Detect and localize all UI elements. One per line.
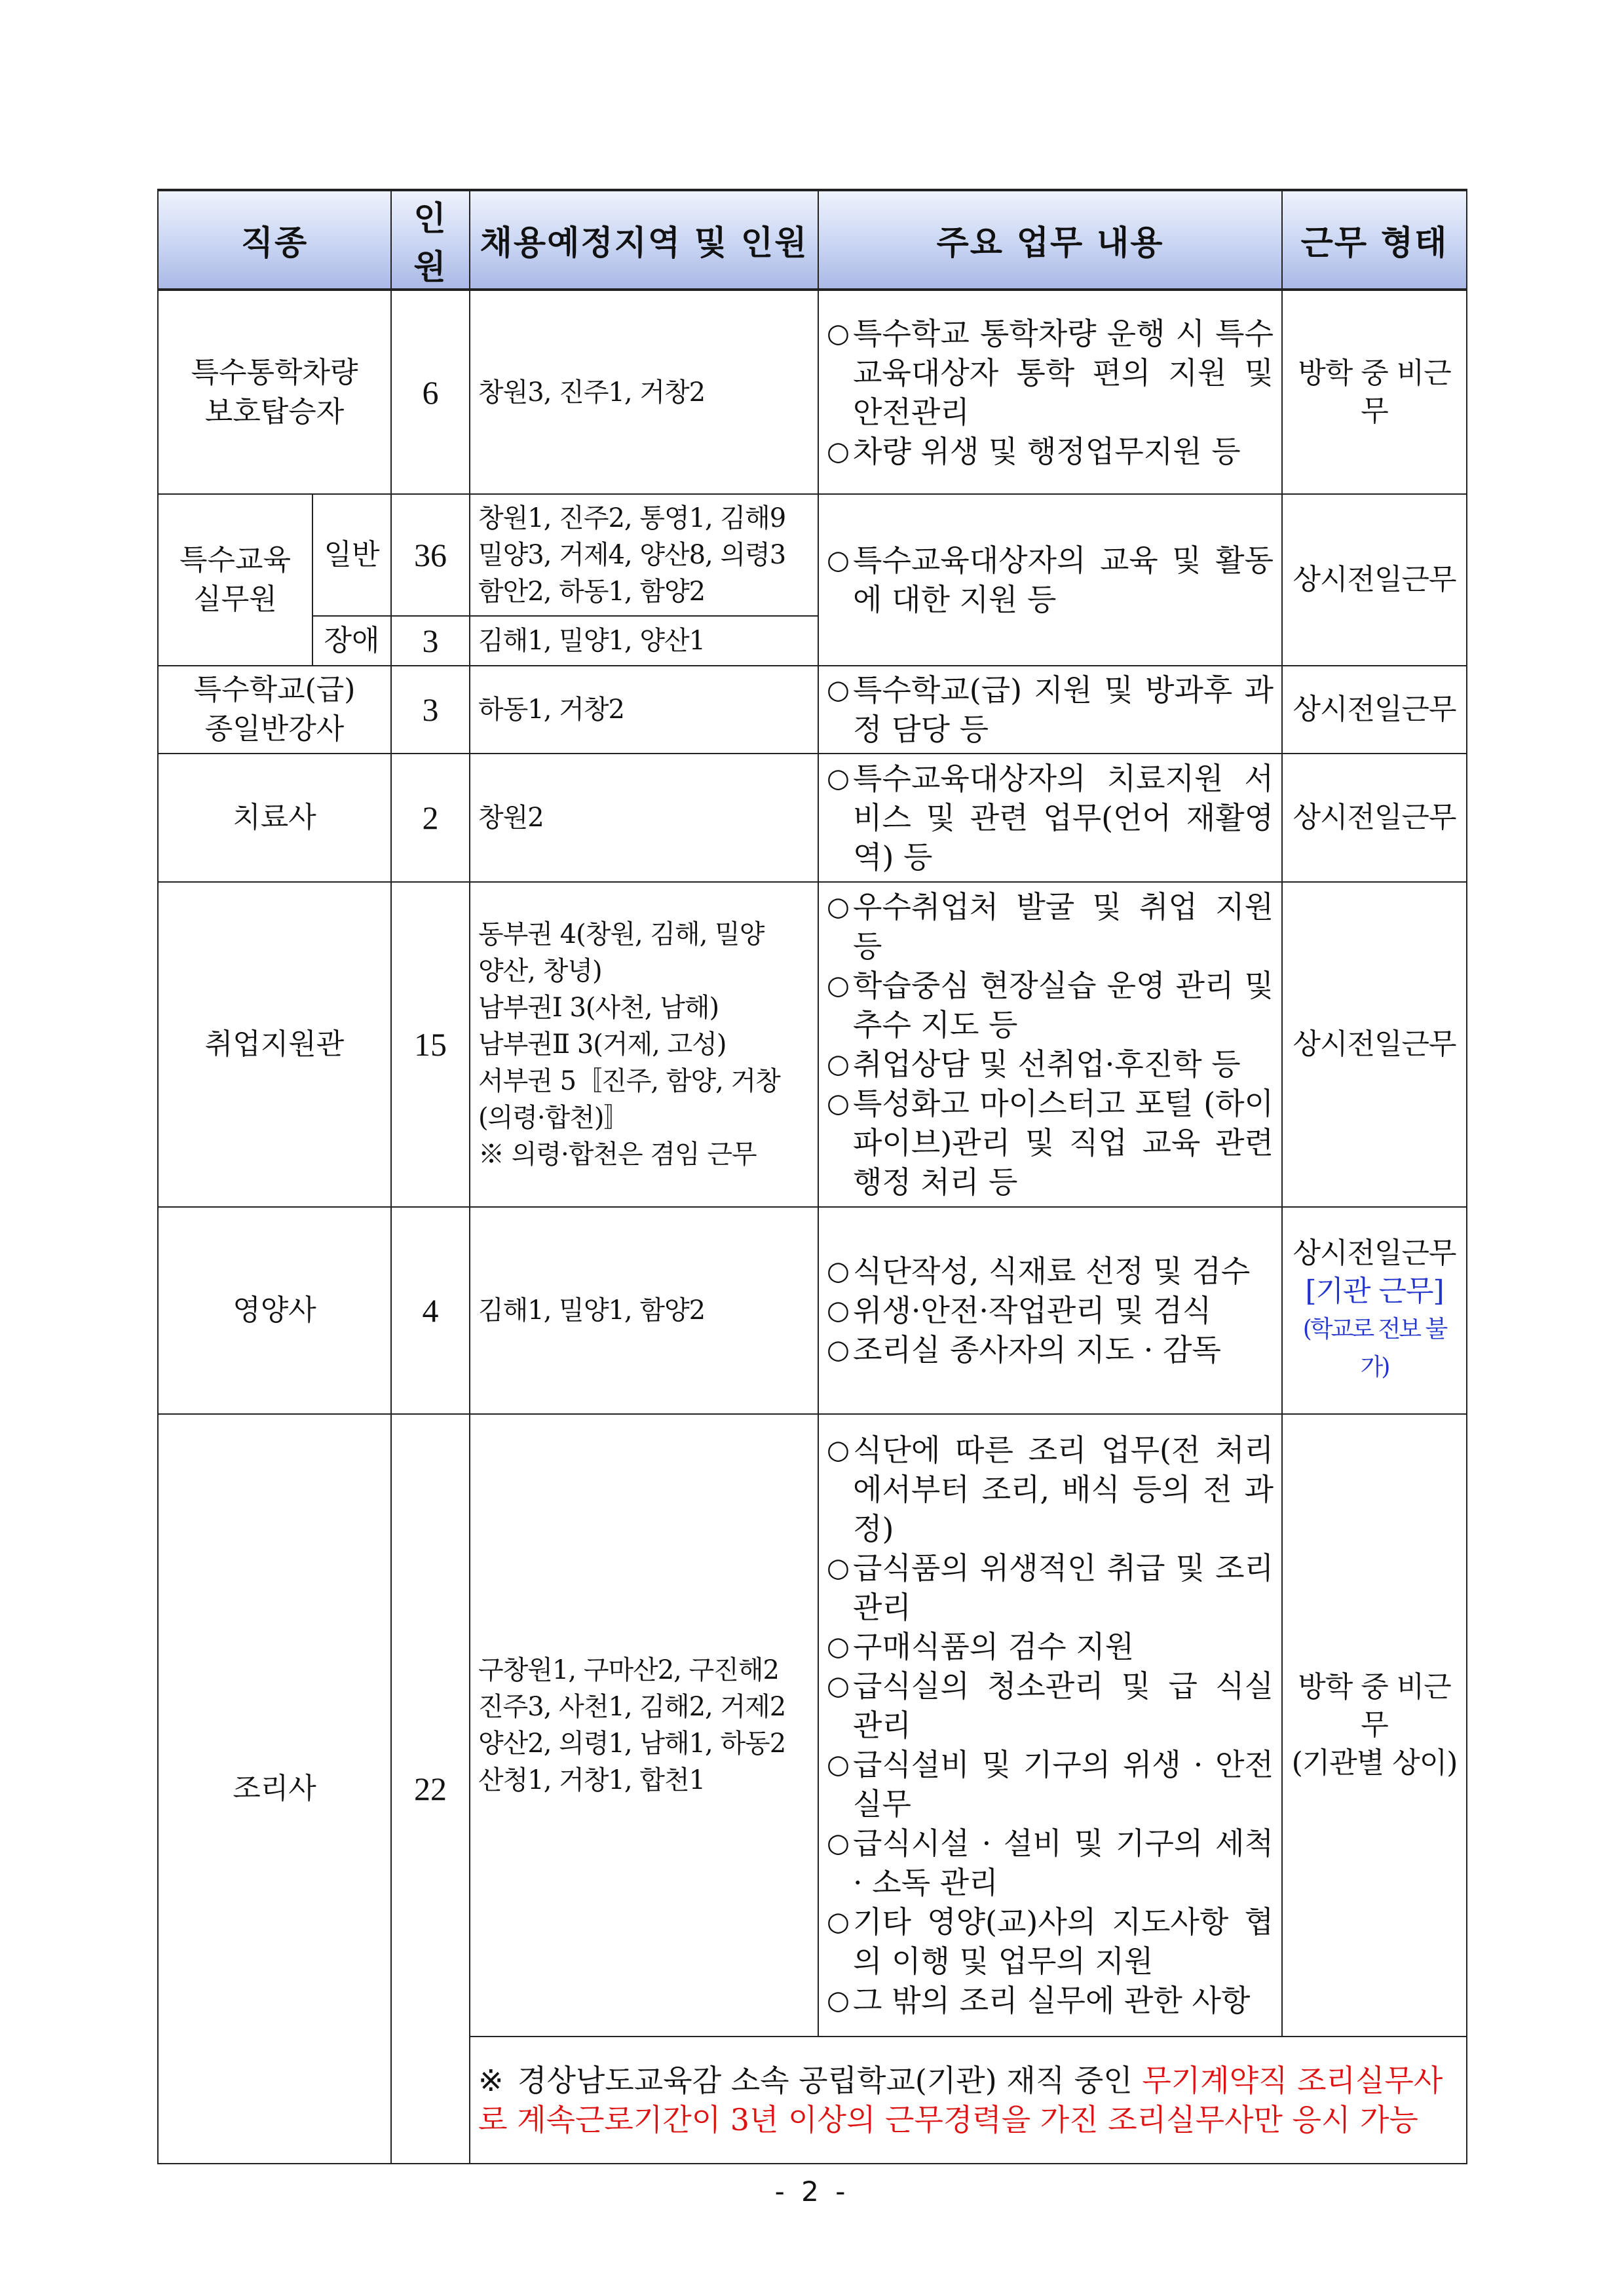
duty-item: ○ 차량 위생 및 행정업무지원 등 <box>827 432 1274 471</box>
region: 창원3, 진주1, 거창2 <box>470 290 818 494</box>
region: 구창원1, 구마산2, 구진해2 진주3, 사천1, 김해2, 거제2 양산2, 의령1, 남해1, 하동2 산청1, 거창1, 합천1 <box>470 1414 818 2037</box>
note-mark: ※ <box>478 2063 504 2098</box>
header-work-form: 근무 형태 <box>1282 190 1467 290</box>
work-form: 상시전일근무 <box>1282 754 1467 882</box>
duties <box>818 1414 1282 2037</box>
region: 김해1, 밀양1, 함양2 <box>470 1207 818 1414</box>
note-text: 경상남도교육감 소속 공립학교(기관) 재직 중인 <box>518 2063 1142 2098</box>
duty-item: ○ 학습중심 현장실습 운영 관리 및 추수 지도 등 <box>827 966 1274 1044</box>
work-form: 상시전일근무 <box>1282 882 1467 1207</box>
headcount: 6 <box>391 290 470 494</box>
region: 김해1, 밀양1, 양산1 <box>470 616 818 666</box>
duty-item: ○ 급식시설 · 설비 및 기구의 세척 · 소독 관리 <box>827 1824 1274 1902</box>
duty-item: ○ 특수학교(급) 지원 및 방과후 과정 담당 등 <box>827 670 1274 749</box>
cook-eligibility-note <box>470 2037 1467 2164</box>
header-job-type: 직종 <box>158 190 391 290</box>
row-employment <box>158 882 1467 1207</box>
region: 동부권 4(창원, 김해, 밀양 양산, 창녕) 남부권Ⅰ 3(사천, 남해) 남부권Ⅱ 3(거제, 고성) 서부권 5〚진주, 함양, 거창 (의령·합천)〛 ※ 의령·합천은 겸임 근무 <box>470 882 818 1207</box>
sub-type-disability: 장애 <box>312 616 391 666</box>
headcount: 15 <box>391 882 470 1207</box>
region: 하동1, 거창2 <box>470 666 818 754</box>
duty-item: ○ 구매식품의 검수 지원 <box>827 1627 1274 1666</box>
work-form: 방학 중 비근무 (기관별 상이) <box>1282 1414 1467 2037</box>
duty-item: ○ 특수학교 통학차량 운행 시 특수교육대상자 통학 편의 지원 및 안전관리 <box>827 314 1274 432</box>
recruitment-table <box>157 189 1467 2164</box>
work-form-note: [기관 근무] <box>1305 1274 1444 1308</box>
duty-item: ○ 식단에 따른 조리 업무(전 처리에서부터 조리, 배식 등의 전 과정) <box>827 1430 1274 1548</box>
work-form-main: 상시전일근무 <box>1293 1236 1456 1270</box>
region: 창원2 <box>470 754 818 882</box>
duty-item: ○ 급식품의 위생적인 취급 및 조리 관리 <box>827 1548 1274 1627</box>
duty-item: ○ 특성화고 마이스터고 포털 (하이파이브)관리 및 직업 교육 관련 행정 처리 등 <box>827 1084 1274 1202</box>
headcount: 22 <box>391 1414 470 2164</box>
duty-item: ○ 그 밖의 조리 실무에 관한 사항 <box>827 1981 1274 2020</box>
duties <box>818 754 1282 882</box>
row-escort <box>158 290 1467 494</box>
job-title: 영양사 <box>158 1207 391 1414</box>
row-cook <box>158 1414 1467 2037</box>
row-afterschool <box>158 666 1467 754</box>
duties <box>818 1207 1282 1414</box>
duties <box>818 290 1282 494</box>
duty-item: ○ 급식설비 및 기구의 위생 · 안전 실무 <box>827 1745 1274 1824</box>
job-title: 특수통학차량 보호탑승자 <box>158 290 391 494</box>
job-title: 취업지원관 <box>158 882 391 1207</box>
page-number: - 2 - <box>774 2175 850 2208</box>
row-special-ed-general <box>158 494 1467 616</box>
work-form <box>1282 1207 1467 1414</box>
job-title: 특수교육 실무원 <box>158 494 312 666</box>
row-nutritionist <box>158 1207 1467 1414</box>
job-title: 치료사 <box>158 754 391 882</box>
work-form: 상시전일근무 <box>1282 494 1467 666</box>
header-row <box>158 190 1467 290</box>
work-form: 방학 중 비근무 <box>1282 290 1467 494</box>
duty-item: ○ 기타 영양(교)사의 지도사항 협의 이행 및 업무의 지원 <box>827 1902 1274 1981</box>
duty-item: ○ 특수교육대상자의 치료지원 서비스 및 관련 업무(언어 재활영역) 등 <box>827 759 1274 877</box>
duties <box>818 494 1282 666</box>
duties <box>818 666 1282 754</box>
headcount: 3 <box>391 616 470 666</box>
job-title: 특수학교(급) 종일반강사 <box>158 666 391 754</box>
header-duties: 주요 업무 내용 <box>818 190 1282 290</box>
duty-item: ○ 조리실 종사자의 지도 · 감독 <box>827 1330 1274 1369</box>
headcount: 2 <box>391 754 470 882</box>
work-form-note-2: (학교로 전보 불가) <box>1302 1316 1446 1381</box>
headcount: 4 <box>391 1207 470 1414</box>
row-therapist <box>158 754 1467 882</box>
duty-item: ○ 위생·안전·작업관리 및 검식 <box>827 1291 1274 1330</box>
duty-item: ○ 취업상담 및 선취업·후진학 등 <box>827 1044 1274 1084</box>
note-highlight: 무기계약직 조리실무사로 계속근로기간이 3년 이상의 근무경력을 가진 조리실무사만 응시 가능 <box>478 2063 1443 2137</box>
header-region: 채용예정지역 및 인원 <box>470 190 818 290</box>
headcount: 3 <box>391 666 470 754</box>
duty-item: ○ 우수취업처 발굴 및 취업 지원 등 <box>827 887 1274 966</box>
duty-item: ○ 특수교육대상자의 교육 및 활동에 대한 지원 등 <box>827 541 1274 619</box>
headcount: 36 <box>391 494 470 616</box>
duty-item: ○ 급식실의 청소관리 및 급 식실 관리 <box>827 1666 1274 1745</box>
region: 창원1, 진주2, 통영1, 김해9 밀양3, 거제4, 양산8, 의령3 함안2, 하동1, 함양2 <box>470 494 818 616</box>
job-title: 조리사 <box>158 1414 391 2164</box>
header-count: 인원 <box>391 190 470 290</box>
duties <box>818 882 1282 1207</box>
sub-type-general: 일반 <box>312 494 391 616</box>
duty-item: ○ 식단작성, 식재료 선정 및 검수 <box>827 1252 1274 1291</box>
work-form: 상시전일근무 <box>1282 666 1467 754</box>
